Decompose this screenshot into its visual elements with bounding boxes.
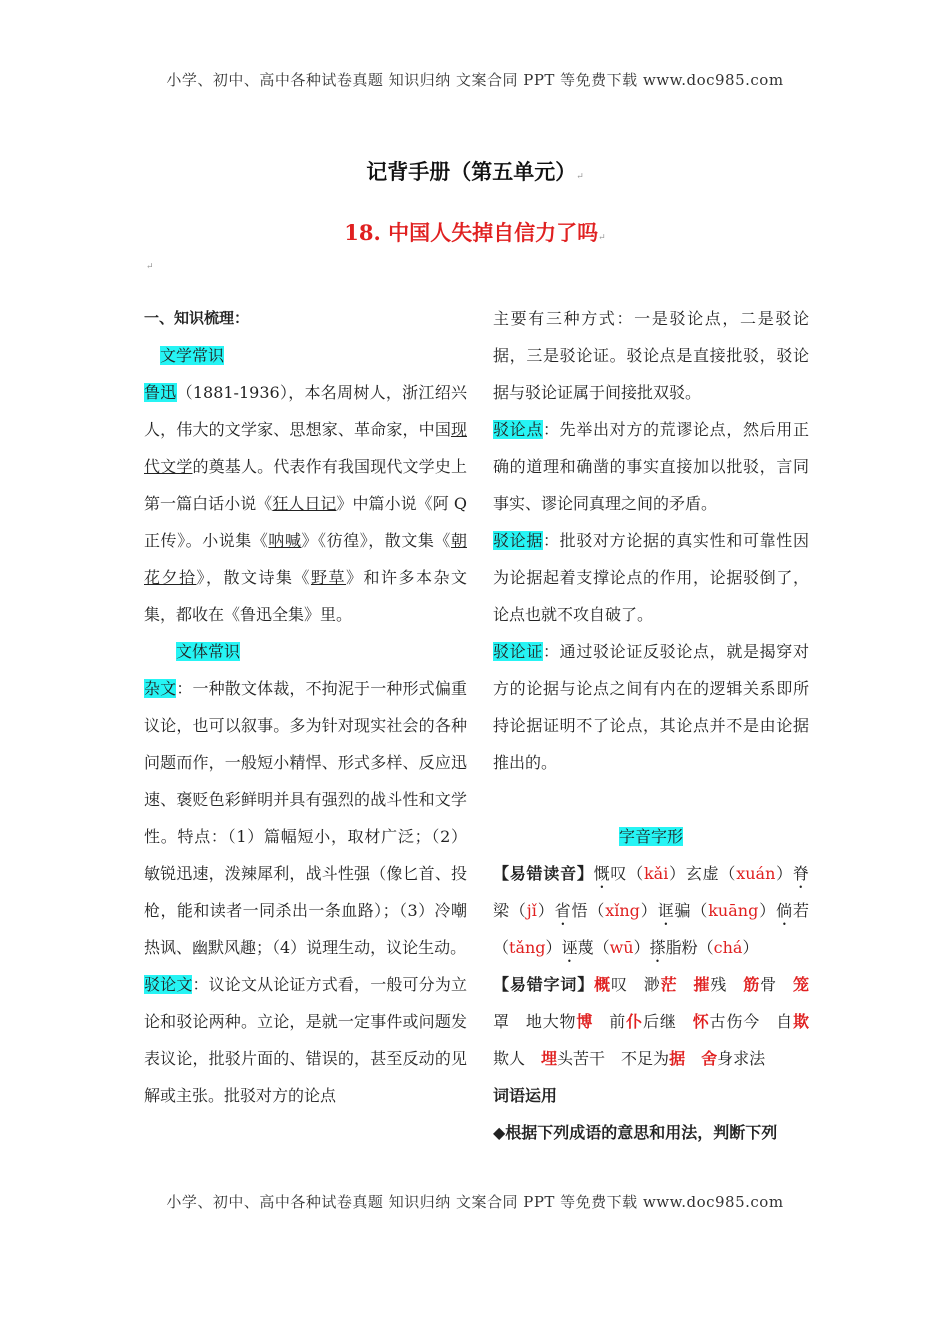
section-heading: 一、知识梳理：	[144, 309, 250, 327]
pinyin: kǎi	[643, 864, 669, 883]
pron-item: 倘若（tǎng）	[493, 901, 809, 957]
bolunwen-paragraph: 驳论文：议论文从论证方式看，一般可分为立论和驳论两种。立论，是就一定事件或问题发表议论，批驳片面的、错误的，甚至反动的见解或主张。批驳对方的论点	[144, 975, 467, 1105]
lit-label: 文学常识	[160, 346, 225, 365]
pron-item: 玄虚（xuán）	[685, 864, 793, 883]
left-column	[144, 300, 467, 1114]
author-name: 鲁迅	[144, 383, 177, 402]
char-item: 自欺欺人	[493, 1012, 809, 1068]
genre-label: 文体常识	[176, 642, 241, 661]
pron-item: 诬蔑（wū）	[561, 938, 650, 957]
char-item: 怀古伤今	[692, 1012, 761, 1031]
header-band: 小学、初中、高中各种试卷真题 知识归纳 文案合同 PPT 等免费下载 www.doc985.com	[166, 71, 784, 89]
paragraph-mark: ↵	[146, 262, 154, 272]
pron-item: 脊梁（jǐ）	[493, 864, 809, 920]
pron-item: 慨叹（kǎi）	[593, 864, 686, 883]
pron-label: 【易错读音】	[493, 864, 594, 883]
pinyin: chá	[713, 938, 743, 957]
pinyin: wū	[609, 938, 634, 957]
task-instruction: ◆根据下列成语的意思和用法，判断下列	[493, 1123, 778, 1142]
blp-paragraph: 驳论点：先举出对方的荒谬论点，然后用正确的道理和确凿的事实直接加以批驳，言同事实、谬论同真理之间的矛盾。	[493, 420, 809, 513]
lit-label-row	[144, 337, 467, 374]
pinyin: kuāng	[708, 901, 759, 920]
blj-paragraph: 驳论据：批驳对方论据的真实性和可靠性因为论据起着支撑论点的作用，论据驳倒了，论点也就不攻自破了。	[493, 531, 809, 624]
pron-item: 诓骗（kuāng）	[657, 901, 777, 920]
zy-label-row	[493, 818, 809, 855]
lesson-title: 18. 中国人失掉自信力了吗↵	[344, 220, 606, 245]
char-item: 不足为据	[621, 1049, 686, 1068]
genre-label-row	[144, 633, 467, 670]
pron-item: 省悟（xǐng）	[554, 901, 658, 920]
char-item: 地大物博	[525, 1012, 594, 1031]
char-item: 概叹	[594, 975, 628, 994]
vocab-label: 词语运用	[493, 1086, 558, 1105]
char-item: 渺茫	[643, 975, 678, 994]
char-label: 【易错字词】	[493, 975, 595, 994]
pron-list	[493, 855, 809, 966]
zawen-paragraph: 杂文：一种散文体裁，不拘泥于一种形式偏重议论，也可以叙事。多为针对现实社会的各种问题而作，一般短小精悍、形式多样、反应迅速、褒贬色彩鲜明并具有强烈的战斗性和文学性。特点：（1）篇幅短小，取材广泛；（2）敏锐迅速，泼辣犀利，战斗性强（像匕首、投枪，能和读者一同杀出一条血路）；（3）冷嘲热讽、幽默风趣；（4）说理生动，议论生动。	[144, 679, 467, 957]
char-item: 笼罩	[493, 975, 809, 1031]
zawen-term: 杂文	[144, 679, 177, 698]
blz-term: 驳论证	[493, 642, 543, 661]
bolun-continuation: 主要有三种方式：一是驳论点，二是驳论据，三是驳论证。驳论点是直接批驳，驳论据与驳论证属于间接批双驳。	[493, 309, 809, 402]
right-column	[493, 300, 809, 1151]
char-item: 筋骨	[743, 975, 777, 994]
blj-term: 驳论据	[493, 531, 543, 550]
char-item: 前仆后继	[609, 1012, 677, 1031]
bolunwen-term: 驳论文	[144, 975, 193, 994]
char-item: 舍身求法	[701, 1049, 766, 1068]
pinyin: xǐng	[605, 901, 640, 920]
blp-term: 驳论点	[493, 420, 543, 439]
lit-paragraph: 鲁迅（1881-1936），本名周树人，浙江绍兴人，伟大的文学家、思想家、革命家，中国现代文学的奠基人。代表作有我国现代文学史上第一篇白话小说《狂人日记》中篇小说《阿 Q 正传》。小说集《呐喊》《彷徨》，散文集《朝花夕拾》，散文诗集《野草》和许多本杂文集，都收在《鲁迅全集》里。	[144, 383, 467, 624]
pinyin: tǎng	[509, 938, 546, 957]
footer-band: 小学、初中、高中各种试卷真题 知识归纳 文案合同 PPT 等免费下载 www.doc985.com	[166, 1193, 784, 1211]
pinyin: jǐ	[526, 901, 537, 920]
char-item: 埋头苦干	[541, 1049, 606, 1068]
blz-paragraph: 驳论证：通过驳论证反驳论点，就是揭穿对方的论据与论点之间有内在的逻辑关系即所持论据证明不了论点，其论点并不是由论据推出的。	[493, 642, 809, 772]
pinyin: xuán	[736, 864, 776, 883]
zy-label: 字音字形	[618, 827, 683, 846]
char-list	[493, 966, 809, 1077]
pron-item: 搽脂粉（chá）	[649, 938, 759, 957]
document-title: 记背手册（第五单元）↵	[366, 159, 584, 184]
char-item: 摧残	[693, 975, 728, 994]
